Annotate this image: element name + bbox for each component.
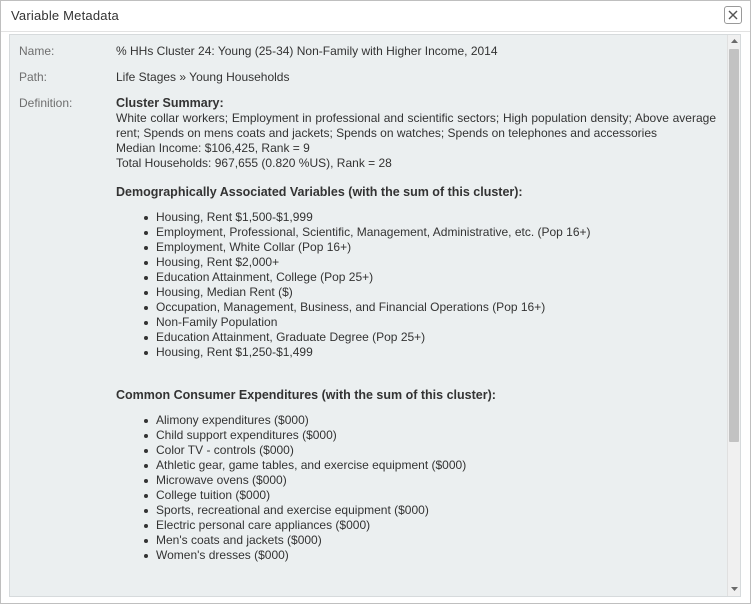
list-item: Education Attainment, College (Pop 25+) <box>156 270 716 285</box>
list-item: College tuition ($000) <box>156 488 716 503</box>
list-item: Occupation, Management, Business, and Financial Operations (Pop 16+) <box>156 300 716 315</box>
list-item: Housing, Rent $1,250-$1,499 <box>156 345 716 360</box>
vertical-scrollbar[interactable] <box>727 35 740 596</box>
scrollbar-thumb[interactable] <box>729 49 739 442</box>
list-item: Sports, recreational and exercise equipment ($000) <box>156 503 716 518</box>
path-value: Life Stages » Young Households <box>116 70 290 84</box>
metadata-fields <box>19 44 716 574</box>
list-item: Color TV - controls ($000) <box>156 443 716 458</box>
list-item: Athletic gear, game tables, and exercise equipment ($000) <box>156 458 716 473</box>
list-item: Employment, White Collar (Pop 16+) <box>156 240 716 255</box>
path-label: Path: <box>19 70 48 84</box>
list-item: Employment, Professional, Scientific, Management, Administrative, etc. (Pop 16+) <box>156 225 716 240</box>
cluster-summary-heading: Cluster Summary: <box>116 96 224 110</box>
list-item: Housing, Rent $1,500-$1,999 <box>156 210 716 225</box>
list-item: Education Attainment, Graduate Degree (Pop 25+) <box>156 330 716 345</box>
name-value: % HHs Cluster 24: Young (25-34) Non-Family with Higher Income, 2014 <box>116 44 498 58</box>
close-icon <box>728 10 738 20</box>
list-item: Non-Family Population <box>156 315 716 330</box>
list-item: Microwave ovens ($000) <box>156 473 716 488</box>
path-row <box>19 70 716 85</box>
metadata-content-panel <box>9 34 741 597</box>
list-item: Alimony expenditures ($000) <box>156 413 716 428</box>
definition-value <box>116 96 716 563</box>
total-households: Total Households: 967,655 (0.820 %US), Rank = 28 <box>116 156 392 170</box>
scroll-down-button[interactable] <box>728 583 740 596</box>
list-item: Housing, Rent $2,000+ <box>156 255 716 270</box>
list-item: Women's dresses ($000) <box>156 548 716 563</box>
definition-row <box>19 96 716 563</box>
dialog-title: Variable Metadata <box>11 8 119 23</box>
expenditure-heading: Common Consumer Expenditures (with the sum of this cluster): <box>116 388 496 402</box>
arrow-down-icon <box>731 587 738 591</box>
cluster-summary-text: White collar workers; Employment in professional and scientific sectors; High population density; Above average rent; Spends on mens coats and jackets; Spends on watches; Spends on telephones and accessories <box>116 111 716 140</box>
list-item: Men's coats and jackets ($000) <box>156 533 716 548</box>
dialog-titlebar <box>1 1 750 32</box>
demographic-list <box>116 210 716 360</box>
demographic-heading: Demographically Associated Variables (with the sum of this cluster): <box>116 185 523 199</box>
median-income: Median Income: $106,425, Rank = 9 <box>116 141 310 155</box>
arrow-up-icon <box>731 39 738 43</box>
list-item: Electric personal care appliances ($000) <box>156 518 716 533</box>
definition-label: Definition: <box>19 96 73 110</box>
list-item: Housing, Median Rent ($) <box>156 285 716 300</box>
close-button[interactable] <box>724 6 742 24</box>
list-item: Child support expenditures ($000) <box>156 428 716 443</box>
name-label: Name: <box>19 44 55 58</box>
expenditure-list <box>116 413 716 563</box>
scroll-up-button[interactable] <box>728 35 740 48</box>
name-row <box>19 44 716 59</box>
